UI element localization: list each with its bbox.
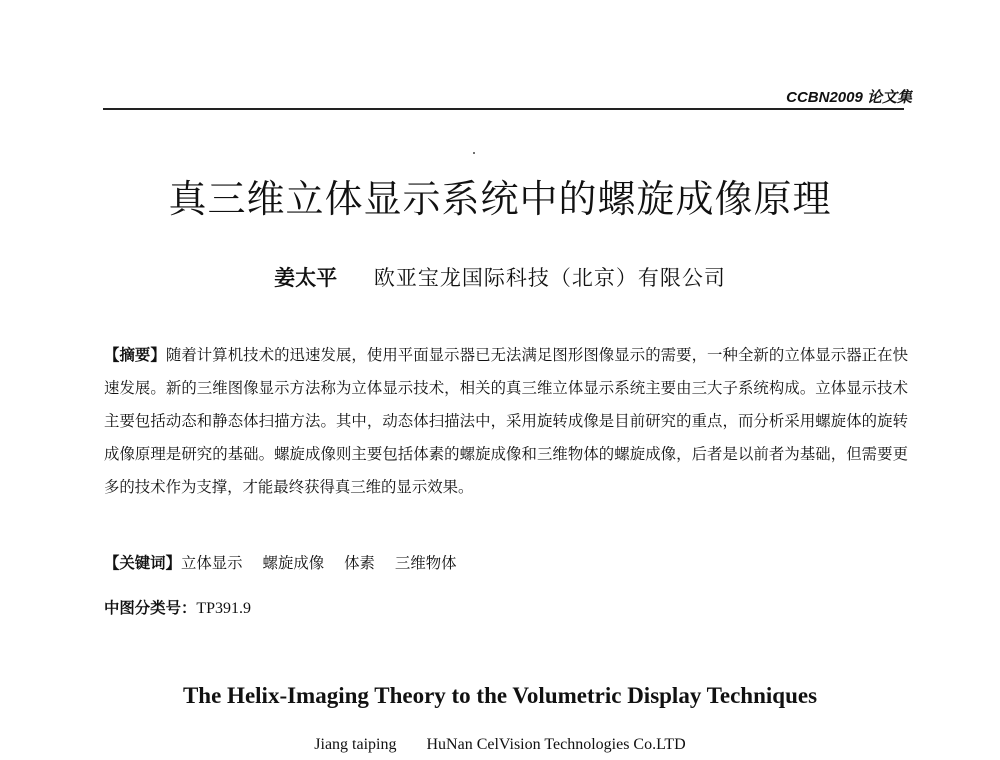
running-head: CCBN2009 论文集 bbox=[786, 89, 912, 106]
keyword: 螺旋成像 bbox=[262, 554, 325, 572]
keywords-label: 【关键词】 bbox=[104, 554, 181, 572]
keyword: 体素 bbox=[344, 554, 375, 572]
scan-speck bbox=[473, 152, 475, 154]
paper-title: 真三维立体显示系统中的螺旋成像原理 bbox=[168, 177, 832, 221]
author-affiliation: 欧亚宝龙国际科技（北京）有限公司 bbox=[373, 266, 726, 290]
keyword: 三维物体 bbox=[394, 554, 457, 572]
english-author-line bbox=[0, 736, 1000, 754]
abstract bbox=[104, 339, 908, 504]
classification-value: TP391.9 bbox=[196, 600, 252, 617]
english-author-name: Jiang taiping bbox=[314, 736, 397, 753]
author-name: 姜太平 bbox=[274, 266, 338, 290]
keyword: 立体显示 bbox=[180, 554, 243, 572]
header-rule bbox=[103, 108, 904, 110]
classification-label: 中图分类号： bbox=[104, 599, 197, 617]
english-affiliation: HuNan CelVision Technologies Co.LTD bbox=[426, 736, 686, 753]
classification bbox=[104, 593, 251, 624]
keywords bbox=[104, 547, 477, 580]
english-title: The Helix-Imaging Theory to the Volumetric Display Techniques bbox=[182, 683, 818, 708]
author-line bbox=[0, 262, 1000, 292]
abstract-text: 随着计算机技术的迅速发展，使用平面显示器已无法满足图形图像显示的需要，一种全新的立体显示器正在快速发展。新的三维图像显示方法称为立体显示技术，相关的真三维立体显示系统主要由三大子系统构成。立体显示技术主要包括动态和静态体扫描方法。其中，动态体扫描法中，采用旋转成像是目前研究的重点，而分析采用螺旋体的旋转成像原理是研究的基础。螺旋成像则主要包括体素的螺旋成像和三维物体的螺旋成像，后者是以前者为基础，但需要更多的技术作为支撑，才能最终获得真三维的显示效果。 bbox=[104, 346, 908, 496]
abstract-label: 【摘要】 bbox=[104, 346, 166, 364]
